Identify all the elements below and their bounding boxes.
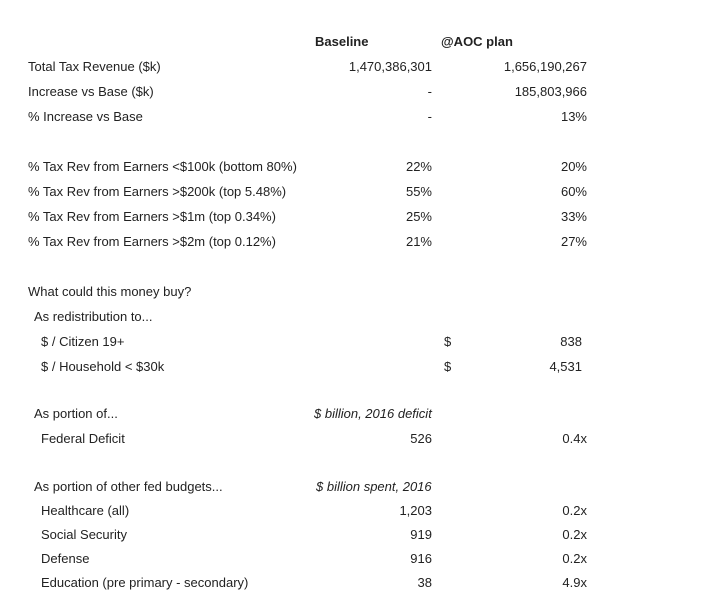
cell-earners-under-100k-aoc[interactable]: 20% [560, 159, 587, 174]
cell-social-security-baseline[interactable]: 919 [410, 527, 432, 542]
section-heading-other-budgets[interactable]: As portion of other fed budgets... [34, 479, 223, 494]
cell-total-tax-revenue-aoc[interactable]: 1,656,190,267 [503, 59, 587, 74]
cell-earners-over-1m-aoc[interactable]: 33% [560, 209, 587, 224]
cell-per-citizen-value[interactable]: 838 [560, 334, 582, 349]
cell-defense-baseline[interactable]: 916 [410, 551, 432, 566]
section-heading-redistribution[interactable]: As redistribution to... [34, 309, 153, 324]
row-label-per-citizen[interactable]: $ / Citizen 19+ [41, 334, 125, 349]
cell-earners-over-200k-baseline[interactable]: 55% [405, 184, 432, 199]
row-label-earners-under-100k[interactable]: % Tax Rev from Earners <$100k (bottom 80%) [28, 159, 297, 174]
row-label-defense[interactable]: Defense [41, 551, 90, 566]
cell-earners-under-100k-baseline[interactable]: 22% [405, 159, 432, 174]
cell-percent-increase-baseline[interactable]: - [427, 109, 432, 124]
cell-earners-over-2m-aoc[interactable]: 27% [560, 234, 587, 249]
cell-defense-aoc[interactable]: 0.2x [562, 551, 587, 566]
cell-per-household-value[interactable]: 4,531 [549, 359, 582, 374]
row-label-social-security[interactable]: Social Security [41, 527, 127, 542]
row-label-earners-over-2m[interactable]: % Tax Rev from Earners >$2m (top 0.12%) [28, 234, 276, 249]
cell-earners-over-200k-aoc[interactable]: 60% [560, 184, 587, 199]
cell-increase-vs-base-baseline[interactable]: - [427, 84, 432, 99]
cell-education-aoc[interactable]: 4.9x [562, 575, 587, 590]
row-label-education[interactable]: Education (pre primary - secondary) [41, 575, 249, 590]
row-label-federal-deficit[interactable]: Federal Deficit [41, 431, 125, 446]
cell-healthcare-aoc[interactable]: 0.2x [562, 503, 587, 518]
note-billion-2016-deficit[interactable]: $ billion, 2016 deficit [314, 406, 432, 421]
cell-social-security-aoc[interactable]: 0.2x [562, 527, 587, 542]
cell-increase-vs-base-aoc[interactable]: 185,803,966 [514, 84, 587, 99]
row-label-earners-over-1m[interactable]: % Tax Rev from Earners >$1m (top 0.34%) [28, 209, 276, 224]
row-label-per-household[interactable]: $ / Household < $30k [41, 359, 165, 374]
cell-total-tax-revenue-baseline[interactable]: 1,470,386,301 [348, 59, 432, 74]
cell-percent-increase-aoc[interactable]: 13% [560, 109, 587, 124]
column-header-aoc-plan[interactable]: @AOC plan [441, 34, 513, 49]
cell-healthcare-baseline[interactable]: 1,203 [399, 503, 432, 518]
row-label-total-tax-revenue[interactable]: Total Tax Revenue ($k) [28, 59, 161, 74]
cell-per-citizen-currency[interactable]: $ [444, 334, 452, 349]
cell-earners-over-2m-baseline[interactable]: 21% [405, 234, 432, 249]
cell-federal-deficit-baseline[interactable]: 526 [410, 431, 432, 446]
section-title-money-buy[interactable]: What could this money buy? [28, 284, 192, 299]
column-header-baseline[interactable]: Baseline [315, 34, 369, 49]
cell-earners-over-1m-baseline[interactable]: 25% [405, 209, 432, 224]
section-heading-portion-of[interactable]: As portion of... [34, 406, 118, 421]
cell-education-baseline[interactable]: 38 [417, 575, 432, 590]
note-billion-spent-2016[interactable]: $ billion spent, 2016 [316, 479, 432, 494]
row-label-percent-increase[interactable]: % Increase vs Base [28, 109, 143, 124]
row-label-increase-vs-base[interactable]: Increase vs Base ($k) [28, 84, 154, 99]
row-label-healthcare[interactable]: Healthcare (all) [41, 503, 130, 518]
cell-per-household-currency[interactable]: $ [444, 359, 452, 374]
row-label-earners-over-200k[interactable]: % Tax Rev from Earners >$200k (top 5.48%) [28, 184, 287, 199]
cell-federal-deficit-aoc[interactable]: 0.4x [562, 431, 587, 446]
